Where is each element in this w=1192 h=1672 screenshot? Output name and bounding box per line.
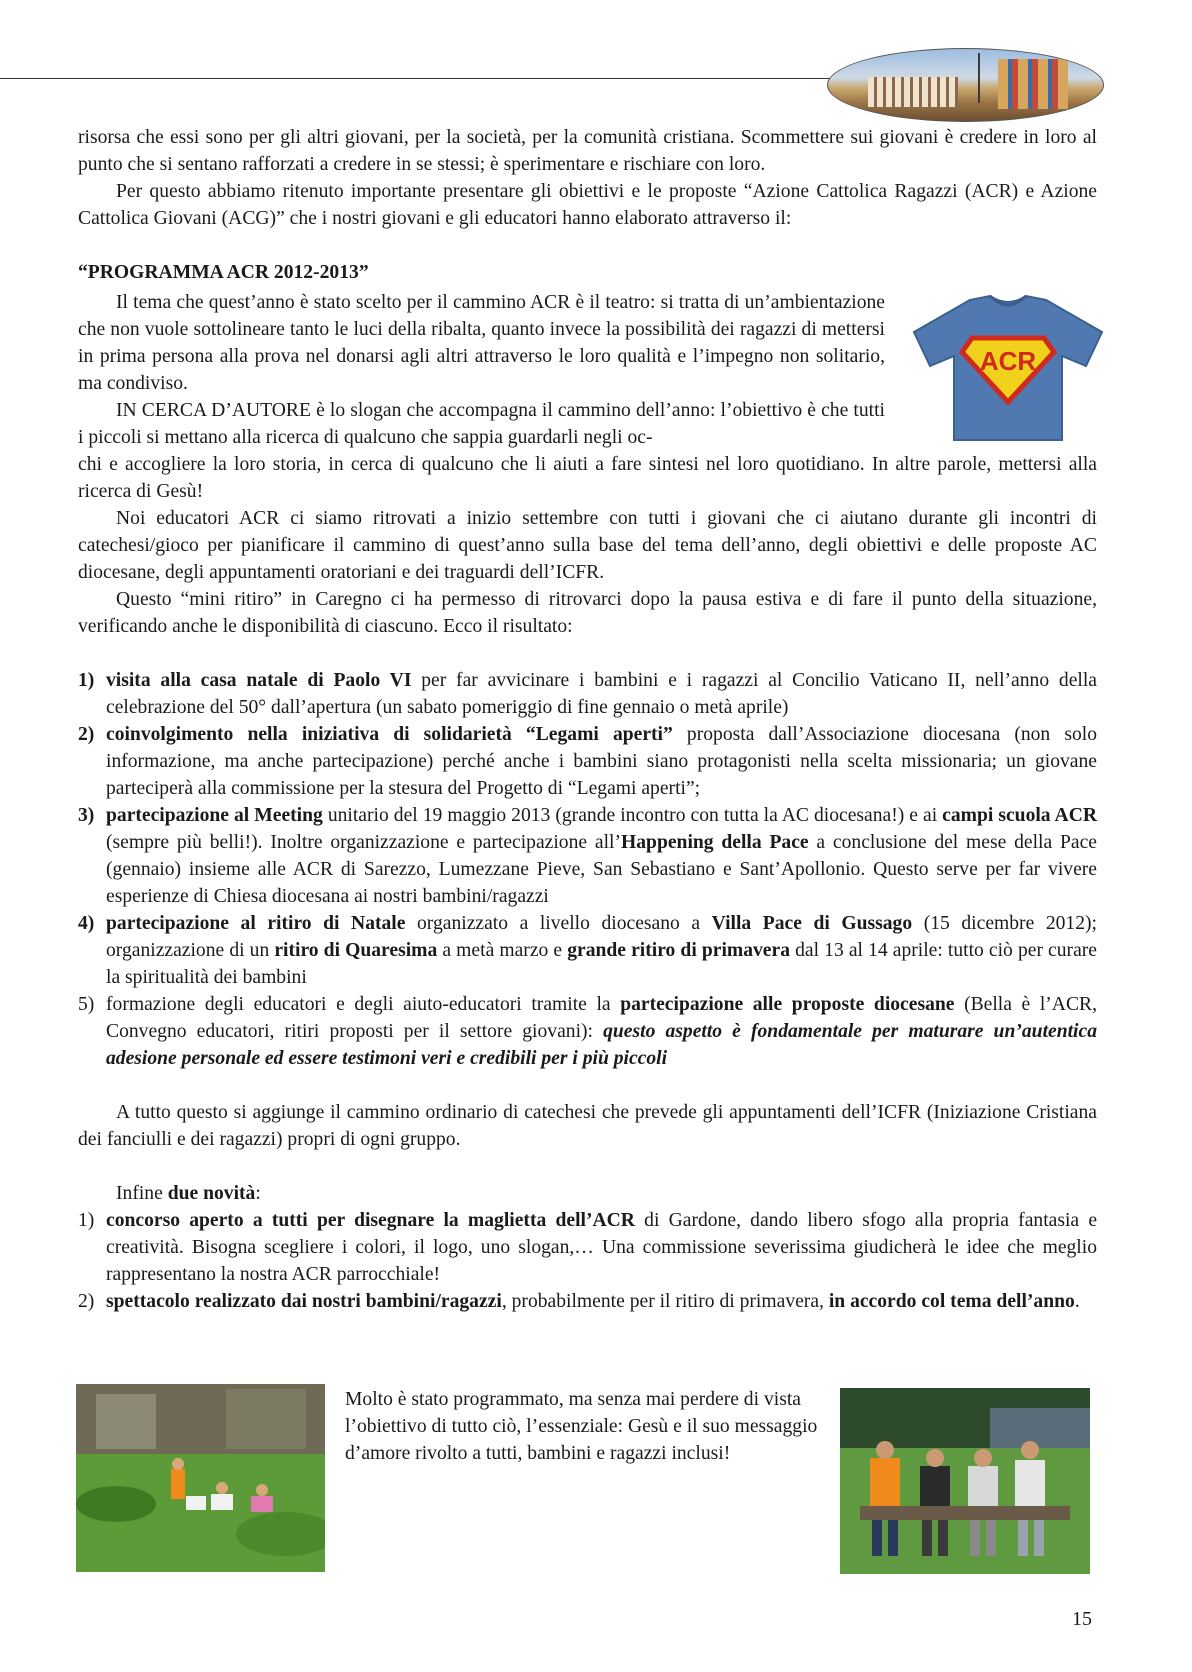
novita-list: [78, 1207, 1097, 1315]
header-building-photo: [827, 48, 1104, 122]
item-number: 3): [78, 805, 95, 826]
novita-tail: :: [255, 1183, 261, 1204]
objective-item-1: [78, 667, 1097, 721]
intro-paragraph-2: Per questo abbiamo ritenuto importante presentare gli obiettivi e le proposte “Azione Cattolica Ragazzi (ACR) e Azione Cattolica Giovani (ACG)” che i nostri giovani e gli educatori hanno elaborato attraverso il:: [78, 181, 1097, 229]
program-paragraph-2-end: chi e accogliere la loro storia, in cerca di qualcuno che li aiuti a fare sintesi nel loro quotidiano. In altre parole, mettersi alla ricerca di Gesù!: [78, 454, 1097, 502]
novita-lead: [78, 1180, 1097, 1207]
item-bold-italic: questo aspetto è fondamentale per maturare un’autentica adesione personale ed essere testimoni veri e credibili per i più piccoli: [106, 1021, 1097, 1069]
item-number: 1): [78, 670, 95, 691]
item-bold: in accordo col tema dell’anno: [828, 1291, 1075, 1312]
item-number: 5): [78, 994, 95, 1015]
objective-item-5: [78, 991, 1097, 1072]
item-text: a metà marzo e: [437, 940, 568, 961]
ordinary-paragraph: A tutto questo si aggiunge il cammino ordinario di catechesi che prevede gli appuntamenti dell’ICFR (Iniziazione Cristiana dei fanciulli e dei ragazzi) propri di ogni gruppo.: [78, 1102, 1097, 1150]
item-text: unitario del 19 maggio 2013 (grande incontro con tutta la AC diocesana!) e ai: [322, 805, 943, 826]
item-number: 4): [78, 913, 95, 934]
article-body-top: [78, 124, 1097, 286]
tshirt-logo-text: ACR: [979, 346, 1037, 376]
program-paragraph-1: Il tema che quest’anno è stato scelto per il cammino ACR è il teatro: si tratta di un’ambientazione che non vuole sottolineare tanto le luci della ribalta, quanto invece la possibilità dei ragazzi di mettersi in prima persona alla prova nel donarsi agli altri attraverso le loro qualità e l’impegno non solitario, ma condiviso.: [78, 292, 885, 394]
photo-caption: [345, 1386, 819, 1467]
page-number: 15: [1072, 1608, 1092, 1630]
objective-item-4: [78, 910, 1097, 991]
novita-bold: due novità: [167, 1183, 256, 1204]
item-text: a conclusione del mese della Pace (gennaio) insieme alle ACR di Sarezzo, Lumezzane Pieve, San Sebastiano e Sant’Apollonio. Questo serve per far vivere esperienze di Chiesa diocesana ai nostri bambini/ragazzi: [106, 832, 1097, 907]
item-bold: grande ritiro di primavera: [567, 940, 791, 961]
item-text: , probabilmente per il ritiro di primavera,: [501, 1291, 829, 1312]
novita-lead-text: Infine: [116, 1183, 168, 1204]
item-text: (Bella è l’ACR, Convegno educatori, ritiri proposti per il settore giovani):: [106, 994, 1097, 1042]
intro-paragraph-1: risorsa che essi sono per gli altri giovani, per la società, per la comunità cristiana. Scommettere sui giovani è credere in loro al punto che si sentano rafforzati a credere in se stessi; è sperimentare e rischiare con loro.: [78, 127, 1097, 175]
program-text-wrapped: [78, 289, 885, 397]
header-photo-building: [868, 77, 958, 107]
article-body-middle: [78, 451, 1097, 1315]
item-text: formazione degli educatori e degli aiuto-educatori tramite la: [106, 994, 621, 1015]
item-bold: Happening della Pace: [621, 832, 809, 853]
item-bold: ritiro di Quaresima: [274, 940, 438, 961]
item-bold: partecipazione alle proposte diocesane: [620, 994, 955, 1015]
item-bold: partecipazione al ritiro di Natale: [106, 913, 406, 934]
program-paragraph-3: Noi educatori ACR ci siamo ritrovati a inizio settembre con tutti i giovani che ci aiutano durante gli incontri di catechesi/gioco per pianificare il cammino di quest’anno sulla base del tema dell’anno, degli obiettivi e delle proposte AC diocesane, degli appuntamenti oratoriani e dei traguardi dell’ICFR.: [78, 508, 1097, 583]
item-bold: spettacolo realizzato dai nostri bambini/ragazzi: [106, 1291, 502, 1312]
item-bold: coinvolgimento nella iniziativa di solidarietà “Legami aperti”: [106, 724, 673, 745]
item-text: organizzato a livello diocesano a: [405, 913, 712, 934]
item-text: per far avvicinare i bambini e i ragazzi al Concilio Vaticano II, nell’anno della celebrazione del 50° dall’apertura (un sabato pomeriggio di fine gennaio o metà aprile): [106, 670, 1097, 718]
caption-text: Molto è stato programmato, ma senza mai perdere di vista l’obiettivo di tutto ciò, l’essenziale: Gesù e il suo messaggio d’amore rivolto a tutti, bambini e ragazzi inclusi!: [345, 1389, 818, 1464]
item-text: di Gardone, dando libero sfogo alla propria fantasia e creatività. Bisogna scegliere i colori, il logo, uno slogan,… Una commissione severissima giudicherà le idee che meglio rappresentano la nostra ACR parrocchiale!: [106, 1210, 1098, 1285]
item-text: (sempre più belli!). Inoltre organizzazione e partecipazione all’: [106, 832, 622, 853]
objective-item-3: [78, 802, 1097, 910]
program-paragraph-2-start: IN CERCA D’AUTORE è lo slogan che accompagna il cammino dell’anno: l’obiettivo è che tutti i piccoli si mettano alla ricerca di qualcuno che sappia guardarli negli oc-: [78, 400, 885, 448]
novita-item-1: [78, 1207, 1097, 1288]
objectives-list: [78, 667, 1097, 1072]
item-number: 2): [78, 1291, 95, 1312]
item-number: 2): [78, 724, 95, 745]
program-heading: “PROGRAMMA ACR 2012-2013”: [78, 262, 369, 283]
bench-photo-illustration: [840, 1388, 1090, 1574]
boys-bench-photo: [840, 1388, 1090, 1574]
tshirt-icon: [912, 294, 1104, 444]
item-bold: visita alla casa natale di Paolo VI: [106, 670, 412, 691]
header-photo-tower: [998, 59, 1068, 109]
item-text: dal 13 al 14 aprile: tutto ciò per curare la spiritualità dei bambini: [106, 940, 1097, 988]
item-text: (15 dicembre 2012); organizzazione di un: [106, 913, 1097, 961]
program-text-wrapped-2: [78, 397, 885, 451]
item-bold: campi scuola ACR: [942, 805, 1097, 826]
item-bold: concorso aperto a tutti per disegnare la maglietta dell’ACR: [106, 1210, 635, 1231]
item-text: .: [1074, 1291, 1080, 1312]
garden-photo-illustration: [76, 1384, 325, 1572]
novita-item-2: [78, 1288, 1097, 1315]
item-bold: partecipazione al Meeting: [106, 805, 323, 826]
program-paragraph-4: Questo “mini ritiro” in Caregno ci ha permesso di ritrovarci dopo la pausa estiva e di fare il punto della situazione, verificando anche le disponibilità di ciascuno. Ecco il risultato:: [78, 589, 1097, 637]
item-number: 1): [78, 1210, 95, 1231]
garden-group-photo: [76, 1384, 325, 1572]
objective-item-2: [78, 721, 1097, 802]
item-bold: Villa Pace di Gussago: [711, 913, 913, 934]
header-photo-pole: [978, 53, 980, 103]
item-text: proposta dall’Associazione diocesana (non solo informazione, ma anche partecipazione) perché anche i bambini siano protagonisti nella scelta missionaria; un giovane parteciperà alla commissione per la stesura del Progetto di “Legami aperti”;: [106, 724, 1097, 799]
acr-tshirt-image: [912, 294, 1104, 444]
